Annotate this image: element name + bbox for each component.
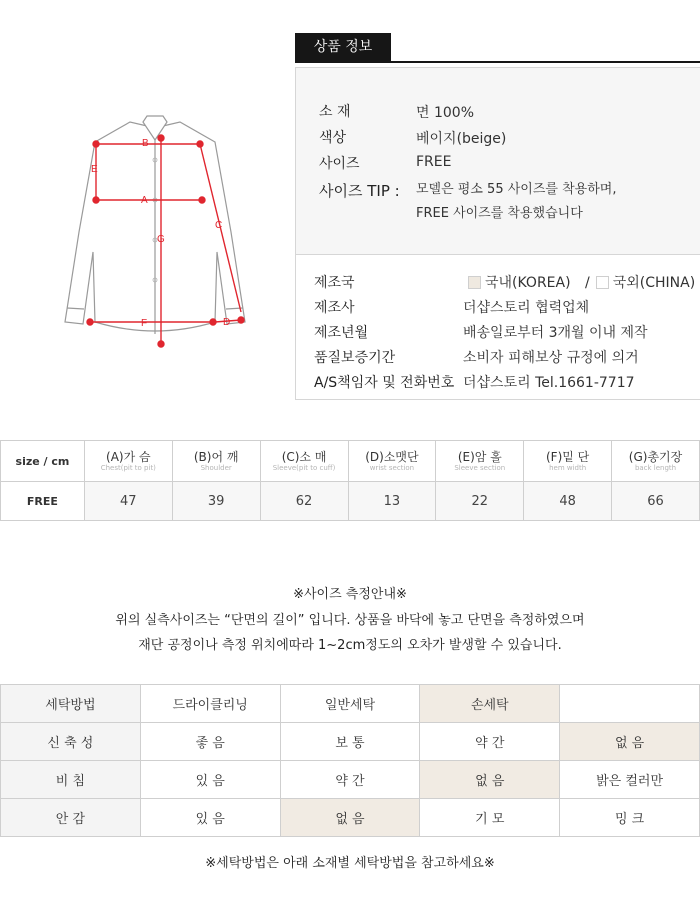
sheer-cell: 있 음 bbox=[140, 761, 280, 799]
stretch-row-header: 신 축 성 bbox=[1, 723, 141, 761]
wash-row-header: 세탁방법 bbox=[1, 685, 141, 723]
lining-cell: 밍 크 bbox=[560, 799, 700, 837]
china-checkbox bbox=[596, 276, 609, 289]
size-label: 사이즈 bbox=[319, 156, 360, 172]
measure-point bbox=[93, 197, 99, 203]
measure-label-b: B bbox=[142, 138, 149, 149]
product-info-title: 상품 정보 bbox=[295, 33, 391, 61]
size-table-corner: size / cm bbox=[1, 441, 85, 482]
sheer-cell-selected: 없 음 bbox=[420, 761, 560, 799]
wash-row bbox=[1, 685, 700, 723]
color-value: 베이지(beige) bbox=[416, 131, 507, 147]
lining-row-header: 안 감 bbox=[1, 799, 141, 837]
maker-value: 더샵스토리 협력업체 bbox=[463, 300, 590, 316]
measure-label-a: A bbox=[141, 195, 148, 206]
measure-point bbox=[199, 197, 205, 203]
product-info-box bbox=[295, 67, 700, 400]
size-value: FREE bbox=[416, 154, 452, 170]
notice-title: ※사이즈 측정안내※ bbox=[293, 587, 407, 602]
stretch-cell: 약 간 bbox=[420, 723, 560, 761]
measure-point bbox=[158, 135, 164, 141]
origin-separator: / bbox=[585, 275, 590, 291]
sheer-row bbox=[1, 761, 700, 799]
sheer-cell: 약 간 bbox=[280, 761, 420, 799]
wash-cell bbox=[560, 685, 700, 723]
title-rule bbox=[295, 61, 700, 63]
size-value-c: 62 bbox=[260, 482, 348, 521]
size-table bbox=[0, 440, 700, 521]
wash-cell: 일반세탁 bbox=[280, 685, 420, 723]
size-header-d: (D)소맷단 wrist section bbox=[348, 441, 436, 482]
color-label: 색상 bbox=[319, 130, 347, 146]
date-label: 제조년월 bbox=[314, 325, 369, 341]
as-value: 더샵스토리 Tel.1661-7717 bbox=[463, 375, 635, 391]
footer-note: ※세탁방법은 아래 소재별 세탁방법을 참고하세요※ bbox=[205, 856, 495, 871]
notice-line-1: 위의 실측사이즈는 “단면의 길이” 입니다. 상품을 바닥에 놓고 단면을 측정하였으며 bbox=[115, 613, 585, 628]
origin-label: 제조국 bbox=[314, 275, 355, 291]
lining-cell-selected: 없 음 bbox=[280, 799, 420, 837]
size-tip-label: 사이즈 TIP : bbox=[319, 182, 400, 200]
lining-row bbox=[1, 799, 700, 837]
lining-cell: 있 음 bbox=[140, 799, 280, 837]
warranty-value: 소비자 피해보상 규정에 의거 bbox=[463, 350, 639, 366]
size-value-b: 39 bbox=[172, 482, 260, 521]
wash-cell: 드라이클리닝 bbox=[140, 685, 280, 723]
maker-label: 제조사 bbox=[314, 300, 355, 316]
measure-point bbox=[238, 317, 244, 323]
size-header-b: (B)어 깨 Shoulder bbox=[172, 441, 260, 482]
size-header-a: (A)가 슴 Chest(pit to pit) bbox=[84, 441, 172, 482]
stretch-cell: 좋 음 bbox=[140, 723, 280, 761]
size-tip-value: 모델은 평소 55 사이즈를 착용하며, bbox=[416, 182, 617, 197]
measure-point bbox=[158, 341, 164, 347]
size-header-c: (C)소 매 Sleeve(pit to cuff) bbox=[260, 441, 348, 482]
shirt-diagram bbox=[55, 112, 265, 352]
stretch-cell: 보 통 bbox=[280, 723, 420, 761]
notice-line-2: 재단 공정이나 측정 위치에따라 1~2cm정도의 오차가 발생할 수 있습니다. bbox=[138, 638, 562, 653]
measure-point bbox=[87, 319, 93, 325]
sheer-row-header: 비 침 bbox=[1, 761, 141, 799]
as-label: A/S책임자 및 전화번호 bbox=[314, 375, 455, 391]
measure-label-e: E bbox=[91, 164, 98, 175]
size-row-label: FREE bbox=[1, 482, 85, 521]
lining-cell: 기 모 bbox=[420, 799, 560, 837]
date-value: 배송일로부터 3개월 이내 제작 bbox=[463, 325, 648, 341]
korea-label: 국내(KOREA) bbox=[485, 275, 571, 291]
size-value-f: 48 bbox=[524, 482, 612, 521]
size-table-row bbox=[1, 482, 700, 521]
measure-label-d: D bbox=[223, 317, 231, 328]
size-value-g: 66 bbox=[612, 482, 700, 521]
size-value-e: 22 bbox=[436, 482, 524, 521]
material-value: 면 100% bbox=[416, 105, 474, 121]
stretch-row bbox=[1, 723, 700, 761]
size-table-header-row bbox=[1, 441, 700, 482]
shirt-svg bbox=[55, 112, 265, 352]
size-header-f: (F)밑 단 hem width bbox=[524, 441, 612, 482]
size-value-a: 47 bbox=[84, 482, 172, 521]
wash-cell-selected: 손세탁 bbox=[420, 685, 560, 723]
size-header-g: (G)총기장 back length bbox=[612, 441, 700, 482]
material-label: 소 재 bbox=[319, 104, 351, 120]
china-label: 국외(CHINA) bbox=[612, 275, 696, 291]
size-tip-value-2: FREE 사이즈를 착용했습니다 bbox=[416, 206, 583, 221]
product-info-divider bbox=[296, 254, 700, 255]
warranty-label: 품질보증기간 bbox=[314, 350, 396, 366]
size-header-e: (E)암 홀 Sleeve section bbox=[436, 441, 524, 482]
size-value-d: 13 bbox=[348, 482, 436, 521]
wash-table bbox=[0, 684, 700, 837]
measure-label-c: C bbox=[215, 220, 223, 231]
measure-label-g: G bbox=[157, 234, 165, 245]
origin-value bbox=[468, 272, 695, 292]
korea-checkbox bbox=[468, 276, 481, 289]
stretch-cell-selected: 없 음 bbox=[560, 723, 700, 761]
measure-label-f: F bbox=[141, 318, 148, 329]
sheer-cell: 밝은 컬러만 bbox=[560, 761, 700, 799]
